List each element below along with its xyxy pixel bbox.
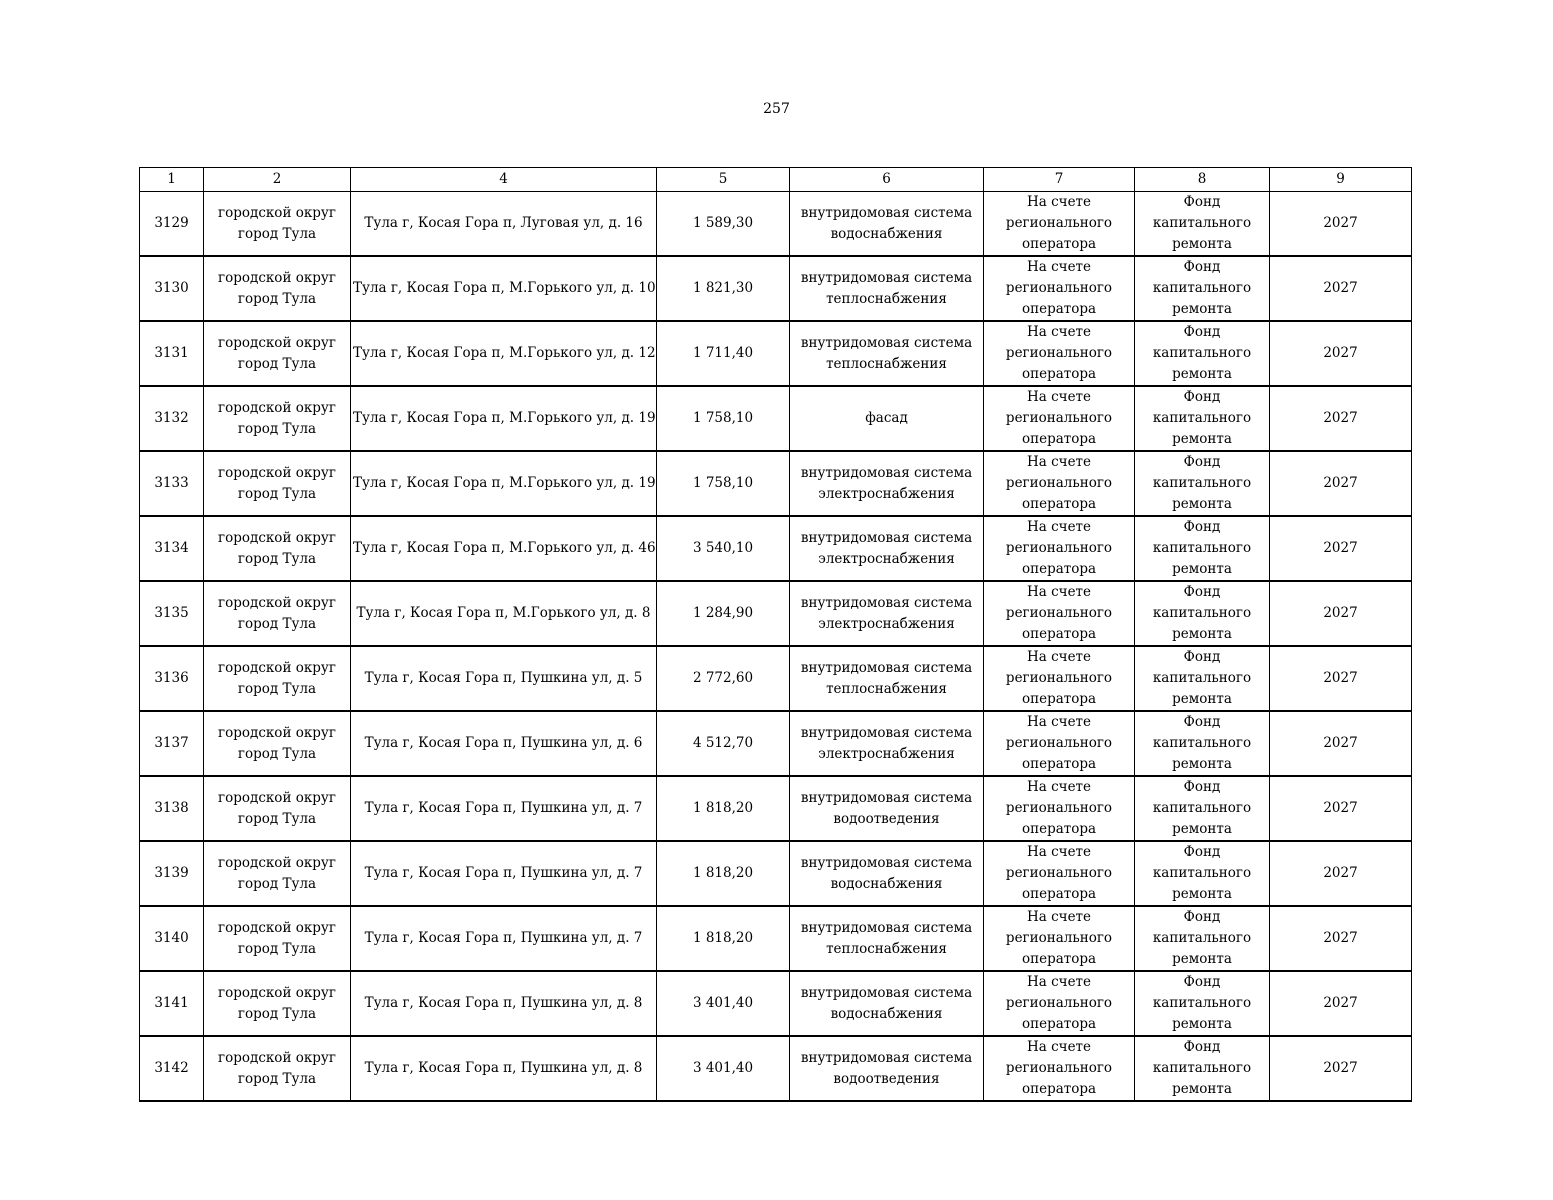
year-cell: 2027: [1270, 776, 1412, 841]
funding-source-line: ремонта: [1172, 821, 1232, 837]
work-type-cell: [790, 321, 984, 386]
district-line: город Тула: [237, 290, 317, 307]
funding-source-line: Фонд: [1183, 454, 1221, 470]
funding-source-line: капитального: [1152, 475, 1252, 491]
funding-source-line: Фонд: [1183, 519, 1221, 535]
row-number-cell: 3131: [140, 321, 204, 386]
funding-source-line: Фонд: [1183, 779, 1221, 795]
area-cell: 1 818,20: [657, 906, 790, 971]
work-type-cell: [790, 776, 984, 841]
year-cell: 2027: [1270, 321, 1412, 386]
account-line: На счете: [1026, 194, 1092, 210]
year-cell: 2027: [1270, 256, 1412, 321]
year-cell: 2027: [1270, 192, 1412, 257]
table-row: [140, 646, 1412, 711]
district-line: город Тула: [237, 485, 317, 502]
work-type-line: водоснабжения: [830, 225, 943, 242]
district-line: городской округ: [218, 1049, 336, 1066]
account-line: регионального: [1005, 215, 1113, 231]
funding-source-cell: [1135, 1036, 1270, 1101]
account-line: оператора: [1021, 561, 1097, 577]
account-line: оператора: [1021, 1016, 1097, 1032]
row-number-cell: 3129: [140, 192, 204, 257]
account-line: На счете: [1026, 324, 1092, 340]
district-cell: [204, 906, 351, 971]
year-cell: 2027: [1270, 451, 1412, 516]
funding-source-line: Фонд: [1183, 324, 1221, 340]
funding-source-line: капитального: [1152, 800, 1252, 816]
year-cell: 2027: [1270, 711, 1412, 776]
funding-source-line: Фонд: [1183, 974, 1221, 990]
area-cell: 3 540,10: [657, 516, 790, 581]
district-cell: [204, 581, 351, 646]
funding-source-line: ремонта: [1172, 366, 1232, 382]
account-line: На счете: [1026, 454, 1092, 470]
district-cell: [204, 711, 351, 776]
district-line: городской округ: [218, 724, 336, 741]
funding-source-line: Фонд: [1183, 259, 1221, 275]
table-row: [140, 516, 1412, 581]
work-type-line: внутридомовая система: [800, 204, 973, 221]
district-line: городской округ: [218, 789, 336, 806]
row-number-cell: 3140: [140, 906, 204, 971]
account-line: регионального: [1005, 540, 1113, 556]
address-cell: Тула г, Косая Гора п, Пушкина ул, д. 8: [351, 1036, 657, 1101]
funding-source-line: капитального: [1152, 1060, 1252, 1076]
table-row: [140, 451, 1412, 516]
account-line: оператора: [1021, 626, 1097, 642]
table-row: [140, 711, 1412, 776]
column-header: 8: [1135, 168, 1270, 192]
work-type-line: внутридомовая система: [800, 789, 973, 806]
address-cell: Тула г, Косая Гора п, Пушкина ул, д. 7: [351, 776, 657, 841]
district-line: город Тула: [237, 225, 317, 242]
account-line: регионального: [1005, 995, 1113, 1011]
funding-source-cell: [1135, 776, 1270, 841]
header-row: [140, 168, 1412, 192]
district-cell: [204, 192, 351, 257]
work-type-line: внутридомовая система: [800, 919, 973, 936]
area-cell: 1 711,40: [657, 321, 790, 386]
account-line: На счете: [1026, 389, 1092, 405]
district-cell: [204, 256, 351, 321]
year-cell: 2027: [1270, 386, 1412, 451]
district-line: городской округ: [218, 464, 336, 481]
work-type-cell: [790, 646, 984, 711]
district-line: городской округ: [218, 529, 336, 546]
district-line: город Тула: [237, 745, 317, 762]
table-row: [140, 581, 1412, 646]
table-row: [140, 841, 1412, 906]
area-cell: 2 772,60: [657, 646, 790, 711]
funding-source-cell: [1135, 192, 1270, 257]
account-line: оператора: [1021, 756, 1097, 772]
work-type-cell: [790, 386, 984, 451]
address-cell: Тула г, Косая Гора п, Пушкина ул, д. 7: [351, 841, 657, 906]
address-cell: Тула г, Косая Гора п, Пушкина ул, д. 5: [351, 646, 657, 711]
funding-source-line: ремонта: [1172, 301, 1232, 317]
address-cell: Тула г, Косая Гора п, Пушкина ул, д. 7: [351, 906, 657, 971]
funding-source-line: Фонд: [1183, 714, 1221, 730]
district-line: город Тула: [237, 810, 317, 827]
account-line: оператора: [1021, 886, 1097, 902]
district-line: городской округ: [218, 594, 336, 611]
district-line: городской округ: [218, 269, 336, 286]
funding-source-line: ремонта: [1172, 431, 1232, 447]
funding-source-cell: [1135, 516, 1270, 581]
account-line: регионального: [1005, 800, 1113, 816]
district-cell: [204, 321, 351, 386]
address-cell: Тула г, Косая Гора п, М.Горького ул, д. 46: [351, 516, 657, 581]
work-type-cell: [790, 711, 984, 776]
column-header: 6: [790, 168, 984, 192]
work-type-line: электроснабжения: [818, 745, 955, 762]
work-type-cell: [790, 841, 984, 906]
work-type-line: водоотведения: [833, 1070, 940, 1087]
funding-source-line: ремонта: [1172, 691, 1232, 707]
funding-source-line: капитального: [1152, 735, 1252, 751]
funding-source-line: Фонд: [1183, 909, 1221, 925]
district-line: городской округ: [218, 984, 336, 1001]
district-line: город Тула: [237, 940, 317, 957]
funding-source-line: ремонта: [1172, 1016, 1232, 1032]
address-cell: Тула г, Косая Гора п, М.Горького ул, д. 12: [351, 321, 657, 386]
funding-source-cell: [1135, 256, 1270, 321]
column-header: 2: [204, 168, 351, 192]
account-line: оператора: [1021, 366, 1097, 382]
funding-source-cell: [1135, 906, 1270, 971]
district-line: городской округ: [218, 919, 336, 936]
table-body: [140, 192, 1412, 1102]
work-type-line: электроснабжения: [818, 485, 955, 502]
column-header: 9: [1270, 168, 1412, 192]
account-line: оператора: [1021, 496, 1097, 512]
work-type-line: теплоснабжения: [826, 355, 947, 372]
area-cell: 4 512,70: [657, 711, 790, 776]
address-cell: Тула г, Косая Гора п, Пушкина ул, д. 6: [351, 711, 657, 776]
account-line: На счете: [1026, 974, 1092, 990]
area-cell: 1 818,20: [657, 776, 790, 841]
account-line: регионального: [1005, 735, 1113, 751]
funding-source-cell: [1135, 841, 1270, 906]
year-cell: 2027: [1270, 646, 1412, 711]
account-line: На счете: [1026, 714, 1092, 730]
funding-source-line: ремонта: [1172, 626, 1232, 642]
funding-source-line: Фонд: [1183, 844, 1221, 860]
year-cell: 2027: [1270, 971, 1412, 1036]
district-cell: [204, 451, 351, 516]
district-line: городской округ: [218, 659, 336, 676]
row-number-cell: 3136: [140, 646, 204, 711]
account-cell: [984, 906, 1135, 971]
column-header: 7: [984, 168, 1135, 192]
funding-source-line: капитального: [1152, 605, 1252, 621]
work-type-cell: [790, 1036, 984, 1101]
account-line: На счете: [1026, 259, 1092, 275]
funding-source-line: капитального: [1152, 280, 1252, 296]
work-type-line: внутридомовая система: [800, 529, 973, 546]
table-row: [140, 386, 1412, 451]
district-cell: [204, 1036, 351, 1101]
work-type-line: внутридомовая система: [800, 269, 973, 286]
area-cell: 3 401,40: [657, 1036, 790, 1101]
account-cell: [984, 971, 1135, 1036]
funding-source-cell: [1135, 386, 1270, 451]
area-cell: 1 758,10: [657, 386, 790, 451]
district-line: город Тула: [237, 875, 317, 892]
district-cell: [204, 841, 351, 906]
work-type-cell: [790, 581, 984, 646]
funding-source-cell: [1135, 581, 1270, 646]
district-line: город Тула: [237, 1005, 317, 1022]
funding-source-line: ремонта: [1172, 1081, 1232, 1097]
district-line: город Тула: [237, 615, 317, 632]
column-header: 1: [140, 168, 204, 192]
row-number-cell: 3142: [140, 1036, 204, 1101]
work-type-line: внутридомовая система: [800, 984, 973, 1001]
table-row: [140, 1036, 1412, 1101]
row-number-cell: 3139: [140, 841, 204, 906]
work-type-line: водоснабжения: [830, 875, 943, 892]
work-type-cell: [790, 971, 984, 1036]
area-cell: 1 589,30: [657, 192, 790, 257]
account-line: регионального: [1005, 865, 1113, 881]
year-cell: 2027: [1270, 841, 1412, 906]
account-line: оператора: [1021, 431, 1097, 447]
funding-source-line: Фонд: [1183, 584, 1221, 600]
account-cell: [984, 841, 1135, 906]
account-cell: [984, 256, 1135, 321]
district-cell: [204, 516, 351, 581]
work-type-line: внутридомовая система: [800, 724, 973, 741]
funding-source-line: капитального: [1152, 215, 1252, 231]
work-type-line: электроснабжения: [818, 615, 955, 632]
work-type-cell: [790, 516, 984, 581]
district-cell: [204, 971, 351, 1036]
area-cell: 1 758,10: [657, 451, 790, 516]
account-line: регионального: [1005, 345, 1113, 361]
work-type-line: водоотведения: [833, 810, 940, 827]
table-row: [140, 192, 1412, 257]
funding-source-line: Фонд: [1183, 1039, 1221, 1055]
table-row: [140, 776, 1412, 841]
account-line: регионального: [1005, 605, 1113, 621]
work-type-line: электроснабжения: [818, 550, 955, 567]
district-cell: [204, 776, 351, 841]
account-cell: [984, 646, 1135, 711]
district-cell: [204, 386, 351, 451]
work-type-cell: [790, 906, 984, 971]
district-line: город Тула: [237, 550, 317, 567]
row-number-cell: 3132: [140, 386, 204, 451]
funding-source-line: капитального: [1152, 410, 1252, 426]
work-type-cell: [790, 256, 984, 321]
area-cell: 1 284,90: [657, 581, 790, 646]
work-type-line: теплоснабжения: [826, 680, 947, 697]
account-line: оператора: [1021, 821, 1097, 837]
row-number-cell: 3138: [140, 776, 204, 841]
account-line: оператора: [1021, 301, 1097, 317]
funding-source-line: ремонта: [1172, 886, 1232, 902]
district-line: город Тула: [237, 420, 317, 437]
district-line: городской округ: [218, 399, 336, 416]
work-type-line: внутридомовая система: [800, 464, 973, 481]
account-line: На счете: [1026, 584, 1092, 600]
work-type-line: внутридомовая система: [800, 334, 973, 351]
district-line: городской округ: [218, 204, 336, 221]
work-type-line: теплоснабжения: [826, 940, 947, 957]
year-cell: 2027: [1270, 516, 1412, 581]
account-line: На счете: [1026, 909, 1092, 925]
funding-source-line: ремонта: [1172, 496, 1232, 512]
table-row: [140, 971, 1412, 1036]
funding-source-cell: [1135, 711, 1270, 776]
address-cell: Тула г, Косая Гора п, М.Горького ул, д. 19: [351, 386, 657, 451]
funding-source-line: капитального: [1152, 540, 1252, 556]
account-cell: [984, 1036, 1135, 1101]
account-line: На счете: [1026, 519, 1092, 535]
funding-source-line: Фонд: [1183, 194, 1221, 210]
row-number-cell: 3134: [140, 516, 204, 581]
district-line: городской округ: [218, 854, 336, 871]
funding-source-line: Фонд: [1183, 649, 1221, 665]
funding-source-cell: [1135, 451, 1270, 516]
account-line: регионального: [1005, 930, 1113, 946]
funding-source-line: капитального: [1152, 670, 1252, 686]
work-type-cell: [790, 192, 984, 257]
row-number-cell: 3135: [140, 581, 204, 646]
account-line: регионального: [1005, 670, 1113, 686]
area-cell: 1 818,20: [657, 841, 790, 906]
funding-source-line: капитального: [1152, 930, 1252, 946]
page-number: 257: [763, 101, 790, 117]
area-cell: 1 821,30: [657, 256, 790, 321]
account-line: На счете: [1026, 844, 1092, 860]
account-line: регионального: [1005, 410, 1113, 426]
work-type-line: фасад: [865, 410, 908, 426]
account-line: На счете: [1026, 649, 1092, 665]
row-number-cell: 3133: [140, 451, 204, 516]
column-header: 5: [657, 168, 790, 192]
account-cell: [984, 711, 1135, 776]
table-row: [140, 906, 1412, 971]
row-number-cell: 3137: [140, 711, 204, 776]
row-number-cell: 3130: [140, 256, 204, 321]
work-type-cell: [790, 451, 984, 516]
address-cell: Тула г, Косая Гора п, М.Горького ул, д. 8: [351, 581, 657, 646]
funding-source-cell: [1135, 971, 1270, 1036]
data-table: [139, 167, 1412, 1102]
account-line: регионального: [1005, 475, 1113, 491]
work-type-line: внутридомовая система: [800, 659, 973, 676]
district-line: город Тула: [237, 1070, 317, 1087]
address-cell: Тула г, Косая Гора п, М.Горького ул, д. 10: [351, 256, 657, 321]
table-row: [140, 256, 1412, 321]
account-cell: [984, 321, 1135, 386]
account-cell: [984, 776, 1135, 841]
work-type-line: внутридомовая система: [800, 1049, 973, 1066]
funding-source-cell: [1135, 321, 1270, 386]
address-cell: Тула г, Косая Гора п, Луговая ул, д. 16: [351, 192, 657, 257]
funding-source-cell: [1135, 646, 1270, 711]
funding-source-line: ремонта: [1172, 951, 1232, 967]
funding-source-line: капитального: [1152, 865, 1252, 881]
account-cell: [984, 192, 1135, 257]
address-cell: Тула г, Косая Гора п, М.Горького ул, д. 19: [351, 451, 657, 516]
year-cell: 2027: [1270, 581, 1412, 646]
account-cell: [984, 581, 1135, 646]
table-row: [140, 321, 1412, 386]
account-line: оператора: [1021, 236, 1097, 252]
funding-source-line: Фонд: [1183, 389, 1221, 405]
funding-source-line: капитального: [1152, 995, 1252, 1011]
account-cell: [984, 516, 1135, 581]
address-cell: Тула г, Косая Гора п, Пушкина ул, д. 8: [351, 971, 657, 1036]
account-line: оператора: [1021, 1081, 1097, 1097]
account-cell: [984, 386, 1135, 451]
column-header: 4: [351, 168, 657, 192]
row-number-cell: 3141: [140, 971, 204, 1036]
district-line: городской округ: [218, 334, 336, 351]
work-type-line: теплоснабжения: [826, 290, 947, 307]
account-cell: [984, 451, 1135, 516]
account-line: регионального: [1005, 280, 1113, 296]
area-cell: 3 401,40: [657, 971, 790, 1036]
funding-source-line: ремонта: [1172, 236, 1232, 252]
account-line: оператора: [1021, 951, 1097, 967]
account-line: На счете: [1026, 779, 1092, 795]
year-cell: 2027: [1270, 906, 1412, 971]
district-line: город Тула: [237, 355, 317, 372]
work-type-line: внутридомовая система: [800, 854, 973, 871]
account-line: На счете: [1026, 1039, 1092, 1055]
funding-source-line: капитального: [1152, 345, 1252, 361]
district-line: город Тула: [237, 680, 317, 697]
work-type-line: внутридомовая система: [800, 594, 973, 611]
district-cell: [204, 646, 351, 711]
year-cell: 2027: [1270, 1036, 1412, 1101]
account-line: оператора: [1021, 691, 1097, 707]
account-line: регионального: [1005, 1060, 1113, 1076]
work-type-line: водоснабжения: [830, 1005, 943, 1022]
funding-source-line: ремонта: [1172, 561, 1232, 577]
funding-source-line: ремонта: [1172, 756, 1232, 772]
